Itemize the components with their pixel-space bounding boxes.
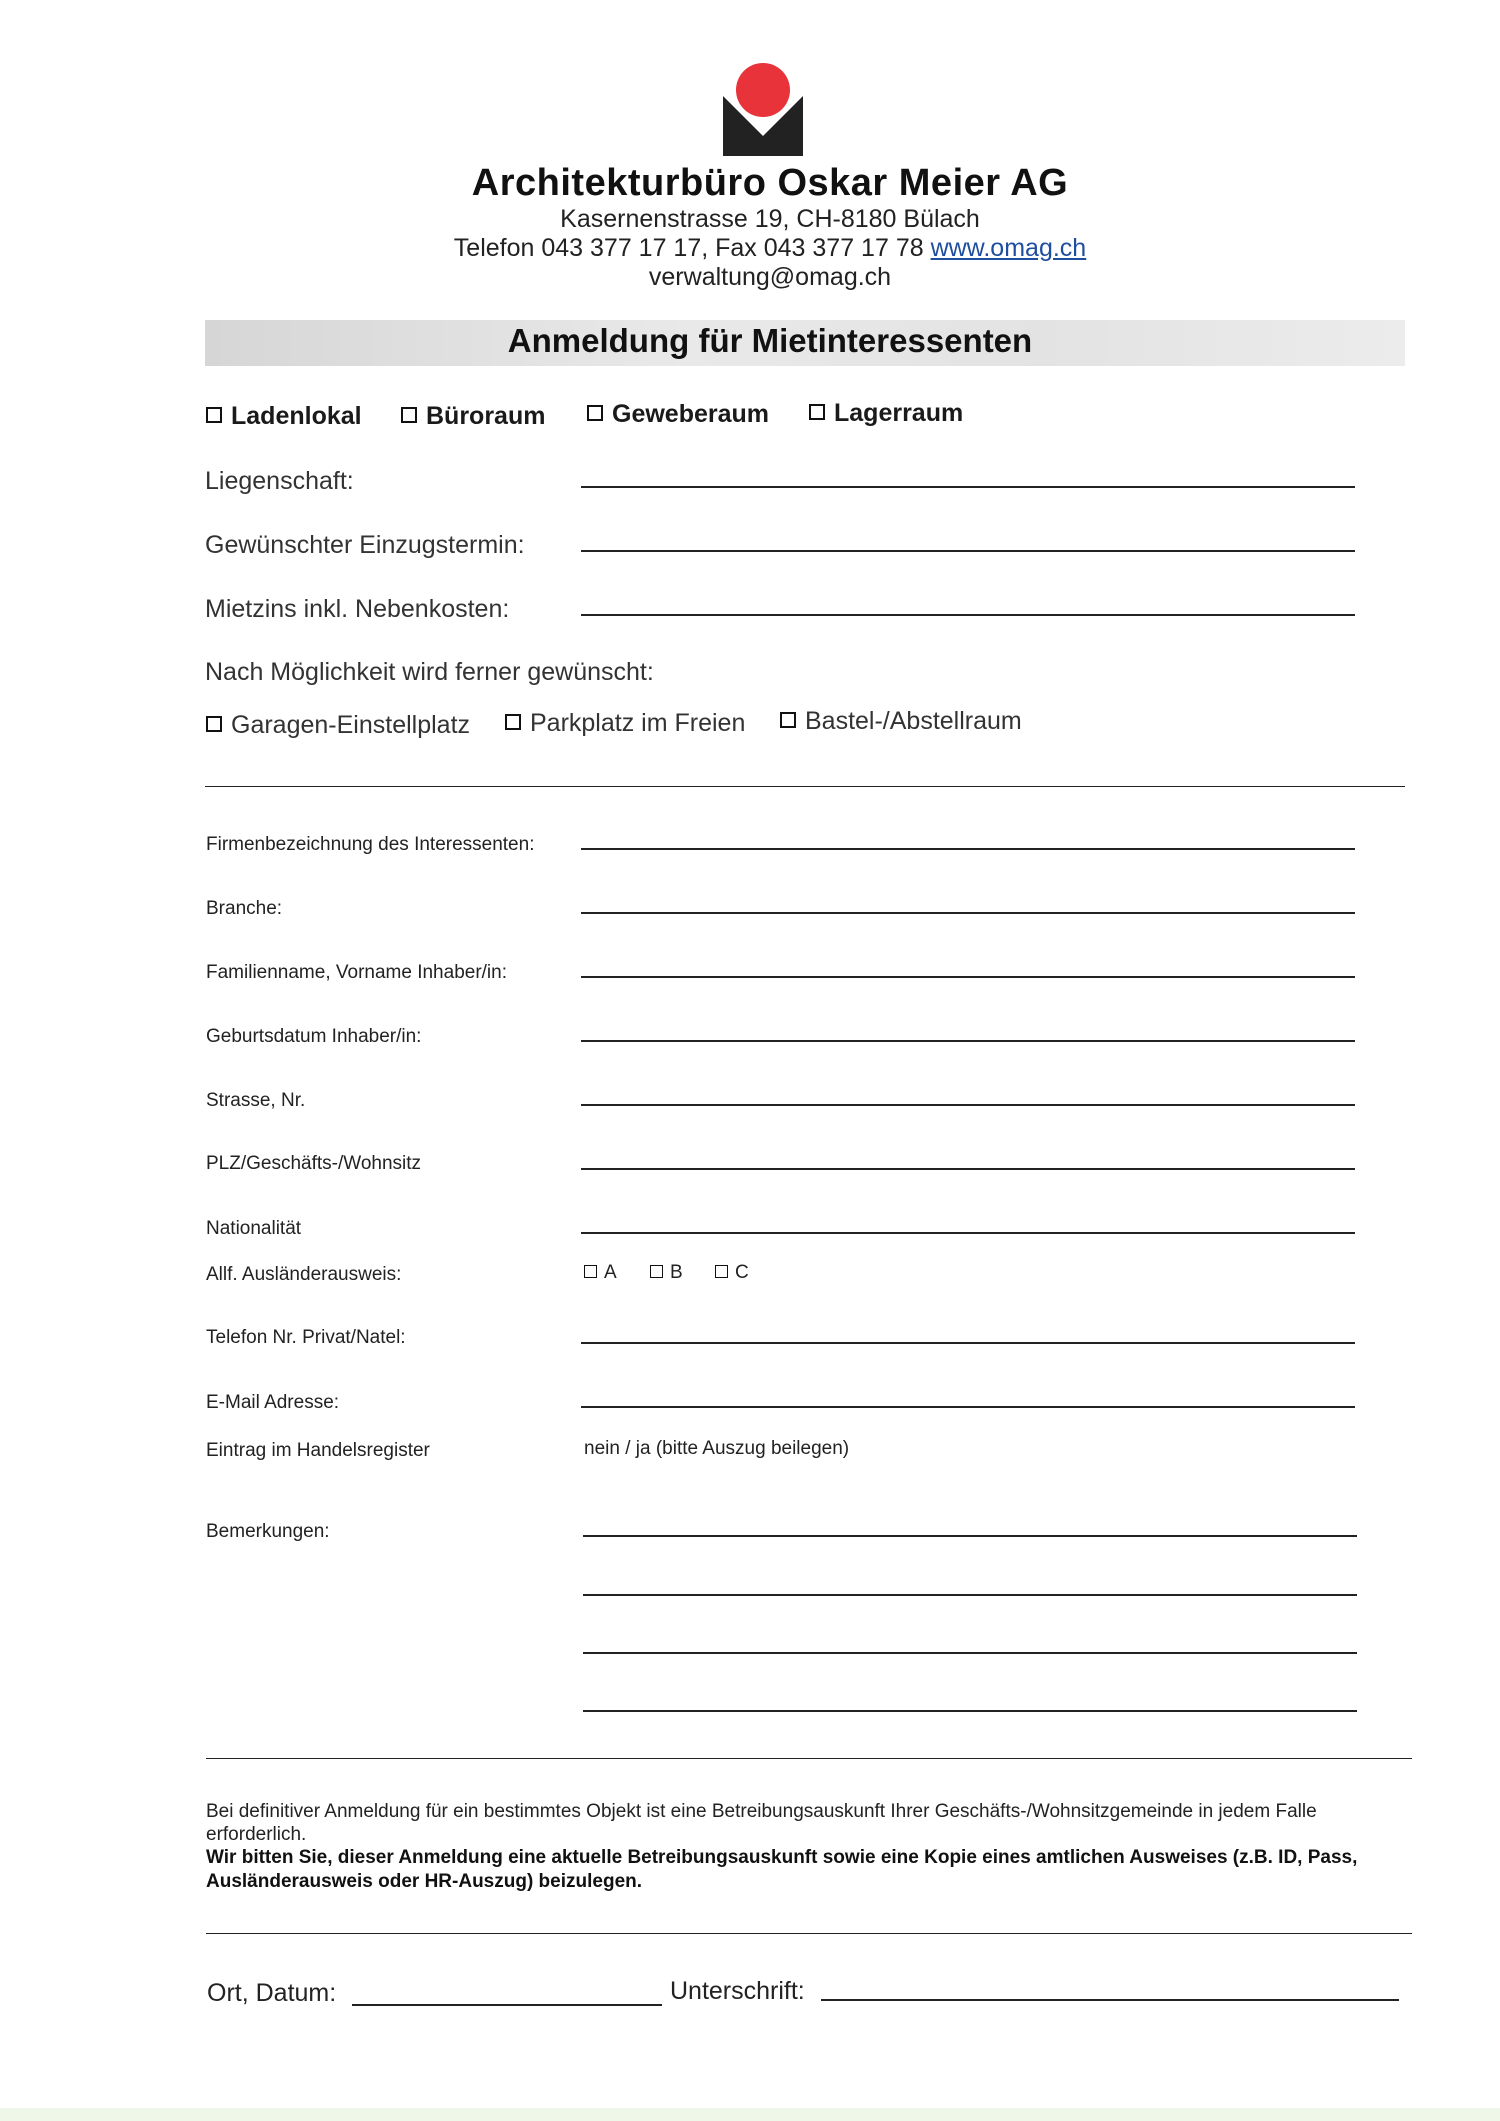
label-auslaenderausweis: Allf. Ausländerausweis:	[206, 1264, 402, 1285]
label-geburtsdatum: Geburtsdatum Inhaber/in:	[206, 1026, 422, 1047]
label-einzugstermin: Gewünschter Einzugstermin:	[205, 531, 525, 559]
checkbox-geweberaum[interactable]: Geweberaum	[587, 400, 769, 429]
section-divider	[206, 1758, 1412, 1759]
form-title: Anmeldung für Mietinteressenten	[507, 322, 1033, 359]
field-bemerkungen-line[interactable]	[583, 1652, 1357, 1654]
website-link[interactable]: www.omag.ch	[930, 234, 1087, 262]
checkbox-ausweis-c[interactable]: C	[715, 1262, 749, 1284]
field-nationalitaet[interactable]	[581, 1232, 1355, 1234]
section-divider	[205, 786, 1405, 787]
phone-fax: Telefon 043 377 17 17, Fax 043 377 17 78	[453, 234, 924, 262]
field-bemerkungen-line[interactable]	[583, 1710, 1357, 1712]
label-email: E-Mail Adresse:	[206, 1392, 340, 1413]
label-unterschrift: Unterschrift:	[670, 1977, 805, 2005]
label-nationalitaet: Nationalität	[206, 1218, 302, 1239]
field-telefon[interactable]	[581, 1342, 1355, 1344]
checkbox-icon	[401, 407, 417, 423]
checkbox-icon	[715, 1265, 728, 1278]
field-email[interactable]	[581, 1406, 1355, 1408]
checkbox-icon	[587, 405, 603, 421]
checkbox-ausweis-b[interactable]: B	[650, 1262, 683, 1284]
field-liegenschaft[interactable]	[581, 486, 1355, 488]
field-plz[interactable]	[581, 1168, 1355, 1170]
label-name: Familienname, Vorname Inhaber/in:	[206, 962, 507, 983]
company-address: Kasernenstrasse 19, CH-8180 Bülach	[560, 205, 980, 233]
checkbox-garagen-einstellplatz[interactable]: Garagen-Einstellplatz	[206, 711, 470, 740]
field-einzugstermin[interactable]	[581, 550, 1355, 552]
company-name: Architekturbüro Oskar Meier AG	[471, 162, 1069, 204]
label-ort-datum: Ort, Datum:	[207, 1979, 337, 2007]
handelsregister-value: nein / ja (bitte Auszug beilegen)	[584, 1438, 850, 1459]
checkbox-ladenlokal[interactable]: Ladenlokal	[206, 402, 362, 431]
field-firma[interactable]	[581, 848, 1355, 850]
checkbox-lagerraum[interactable]: Lagerraum	[809, 399, 963, 428]
field-bemerkungen-line[interactable]	[583, 1594, 1357, 1596]
checkbox-parkplatz[interactable]: Parkplatz im Freien	[505, 709, 745, 738]
field-mietzins[interactable]	[581, 614, 1355, 616]
section-divider	[206, 1933, 1412, 1934]
label-branche: Branche:	[206, 898, 283, 919]
checkbox-icon	[584, 1265, 597, 1278]
field-unterschrift[interactable]	[821, 1999, 1399, 2001]
label-telefon: Telefon Nr. Privat/Natel:	[206, 1327, 406, 1348]
field-branche[interactable]	[581, 912, 1355, 914]
field-geburtsdatum[interactable]	[581, 1040, 1355, 1042]
notice-text: Bei definitiver Anmeldung für ein bestimmtes Objekt ist eine Betreibungsauskunft Ihrer Geschäfts-/Wohnsitzgemeinde in jedem Falle erforderlich.	[206, 1801, 1317, 1845]
label-extras: Nach Möglichkeit wird ferner gewünscht:	[205, 658, 654, 686]
label-handelsregister: Eintrag im Handelsregister	[206, 1440, 430, 1461]
company-logo	[718, 58, 808, 158]
label-liegenschaft: Liegenschaft:	[205, 467, 354, 495]
field-ort-datum[interactable]	[352, 2004, 662, 2006]
checkbox-icon	[650, 1265, 663, 1278]
checkbox-icon	[505, 714, 521, 730]
label-bemerkungen: Bemerkungen:	[206, 1521, 330, 1542]
company-email: verwaltung@omag.ch	[648, 263, 892, 291]
field-bemerkungen-line[interactable]	[583, 1535, 1357, 1537]
checkbox-icon	[780, 712, 796, 728]
company-contact	[300, 234, 1240, 263]
label-firma: Firmenbezeichnung des Interessenten:	[206, 834, 535, 855]
checkbox-icon	[809, 404, 825, 420]
label-strasse: Strasse, Nr.	[206, 1090, 306, 1111]
field-name[interactable]	[581, 976, 1355, 978]
checkbox-icon	[206, 407, 222, 423]
checkbox-bastelraum[interactable]: Bastel-/Abstellraum	[780, 707, 1022, 736]
label-mietzins: Mietzins inkl. Nebenkosten:	[205, 595, 510, 623]
checkbox-bueroraum[interactable]: Büroraum	[401, 402, 545, 431]
field-strasse[interactable]	[581, 1104, 1355, 1106]
notice-bold: Wir bitten Sie, dieser Anmeldung eine aktuelle Betreibungsauskunft sowie eine Kopie eines amtlichen Ausweises (z.B. ID, Pass, Ausländerausweis oder HR-Auszug) beizulegen.	[206, 1847, 1358, 1892]
scan-edge	[0, 2108, 1500, 2121]
label-plz: PLZ/Geschäfts-/Wohnsitz	[206, 1153, 422, 1174]
checkbox-ausweis-a[interactable]: A	[584, 1262, 617, 1284]
checkbox-icon	[206, 716, 222, 732]
